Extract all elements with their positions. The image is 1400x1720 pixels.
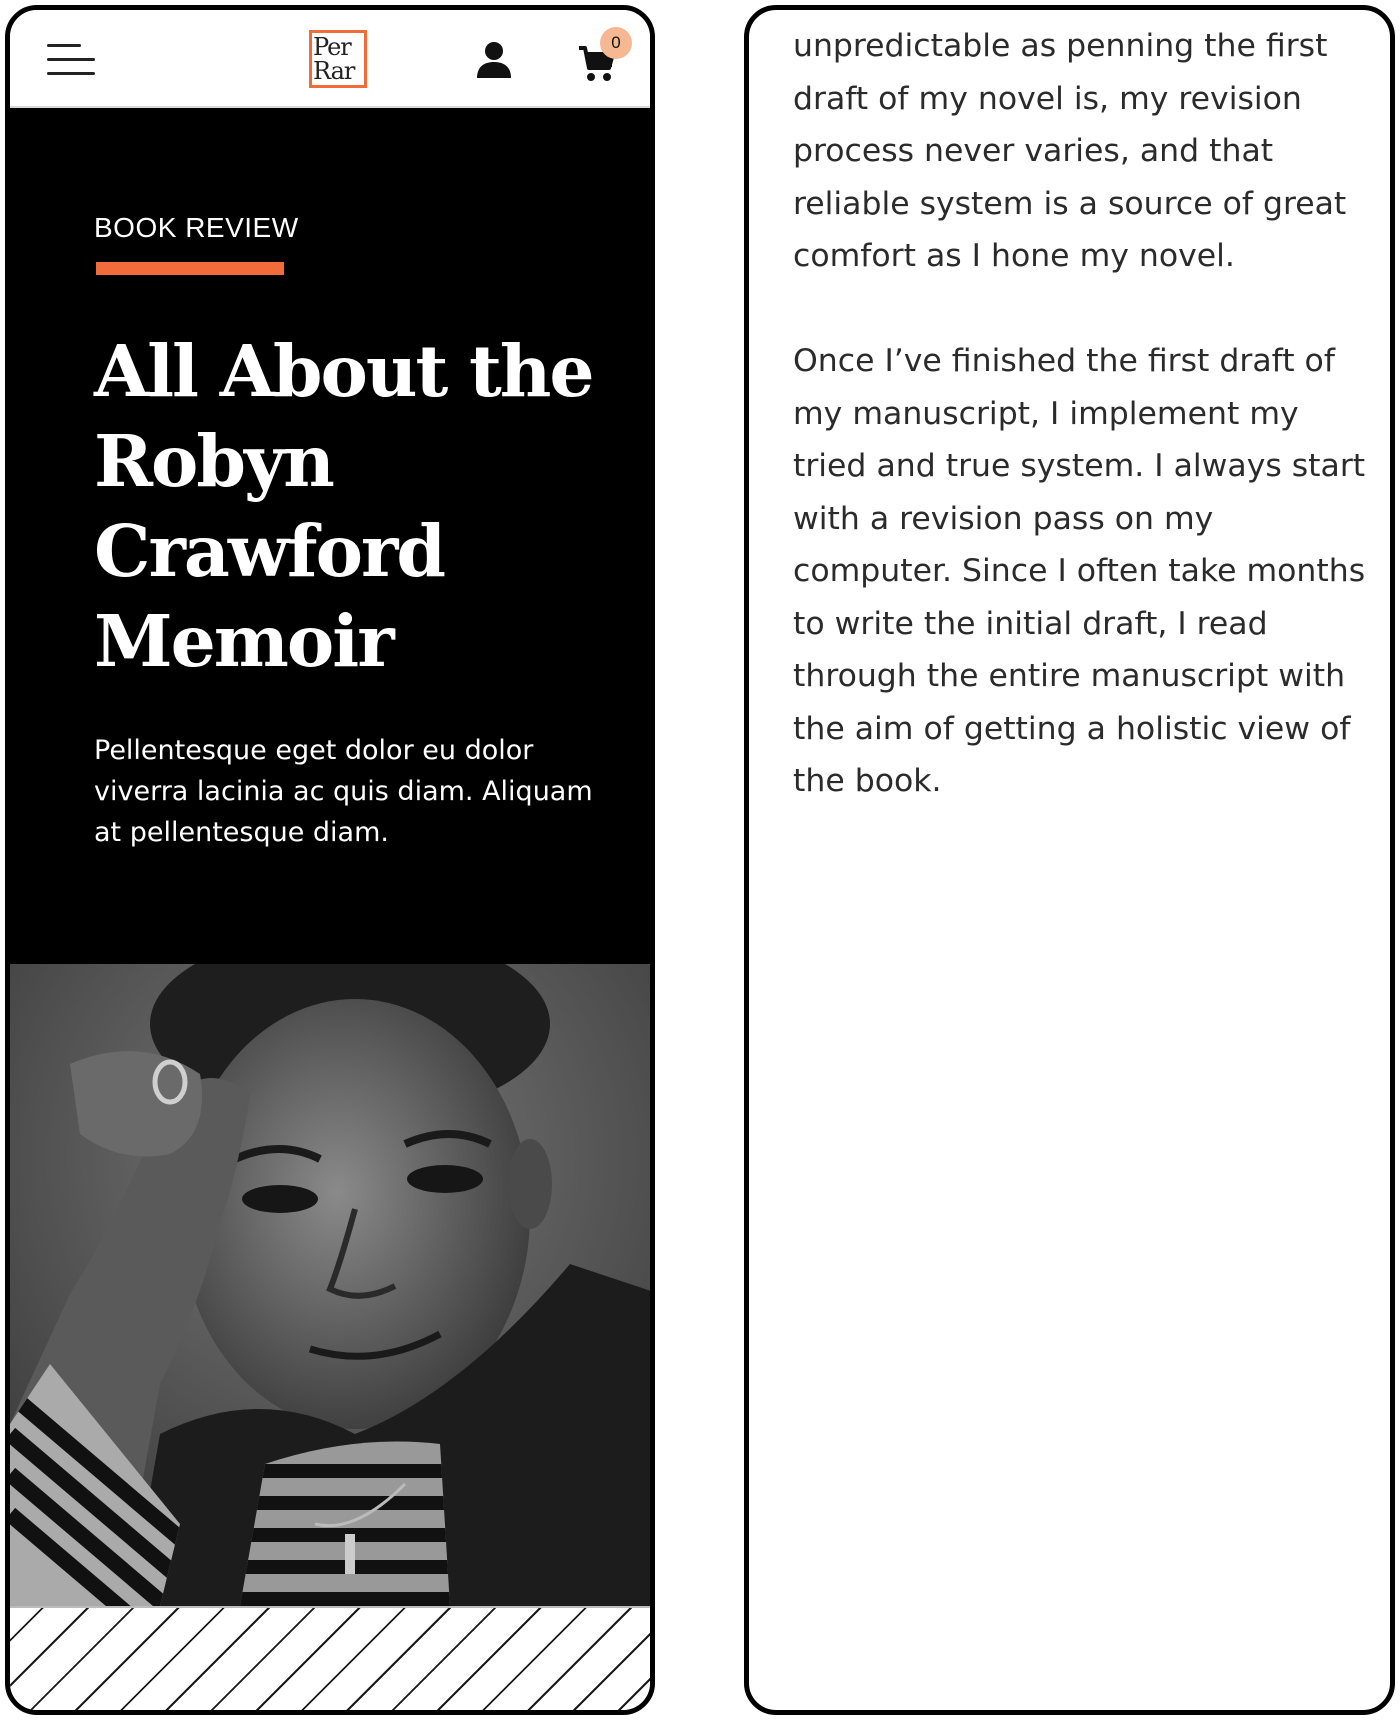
decorative-stripe-pattern xyxy=(10,1606,650,1715)
article-subtitle: Pellentesque eget dolor eu dolor viverra lacinia ac quis diam. Aliquam at pellentesque diam. xyxy=(94,735,593,848)
brand-logo[interactable] xyxy=(309,30,367,88)
logo-text-top: Per xyxy=(313,33,351,61)
user-icon[interactable] xyxy=(475,40,513,80)
phone-screen-left xyxy=(5,5,655,1715)
article-headline: All About the Robyn Crawford Memoir xyxy=(94,329,593,683)
hamburger-menu-icon[interactable] xyxy=(47,40,99,80)
cart-count-badge: 0 xyxy=(600,27,632,59)
category-underline xyxy=(96,262,284,275)
author-photo xyxy=(10,964,650,1606)
phone-screen-right xyxy=(744,5,1395,1715)
article-paragraph-1: unpredictable as penning the first draft of my novel is, my revision process never varies, and that reliable system is a source of great comfort as I hone my novel. xyxy=(793,28,1347,274)
article-paragraph-2: Once I’ve finished the first draft of my manuscript, I implement my tried and true system. I always start with a revision pass on my computer. Since I often take months to write the initial draft, I read through the entire manuscript with the aim of getting a holistic view of the book. xyxy=(793,343,1366,799)
article-body xyxy=(793,20,1373,860)
hero-section xyxy=(10,108,650,964)
category-label[interactable]: BOOK REVIEW xyxy=(94,212,299,243)
app-header xyxy=(10,10,650,108)
logo-text-bottom: Rar xyxy=(313,57,355,85)
